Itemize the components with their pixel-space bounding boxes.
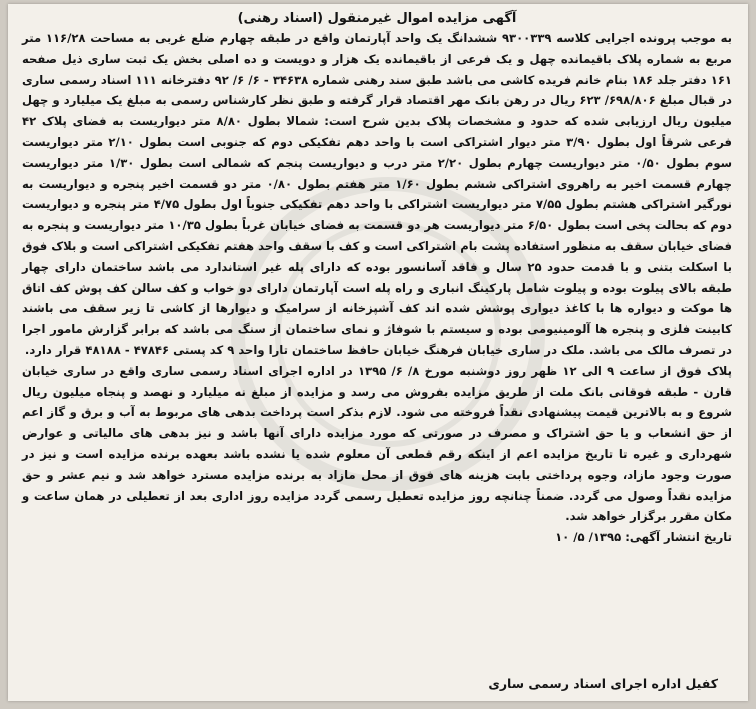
notice-paragraph-auction-terms: پلاک فوق از ساعت ۹ الی ۱۲ ظهر روز دوشنبه مورخ ۸/ ۶/ ۱۳۹۵ در اداره اجرای اسناد رسمی ساری واقع در ساری خیابان قارن - طبقه فوقانی بانک ملت از طریق مزایده بفروش می رسد و مزایده از مبلغ نه میلیارد و نهصد و پنجاه میلیون ریال شروع و به بالاترین قیمت پیشنهادی نقداً فروخته می شود. لازم بذکر است پرداخت بدهی های مربوط به آب و برق و گاز اعم از حق انشعاب و یا حق اشتراک و مصرف در صورتی که مورد مزایده دارای آنها باشد و نیز بدهی های مالیاتی و عوارض شهرداری و غیره تا تاریخ مزایده اعم از اینکه رقم قطعی آن معلوم شده یا نشده باشد بعهده برنده مزایده است و نیز در صورت وجود مازاد، وجوه پرداختی بابت هزینه های فوق از محل مازاد به برنده مزایده مسترد خواهد شد و نیم عشر و حق مزایده نقداً وصول می گردد. ضمناً چنانچه روز مزایده تعطیل رسمی گردد مزایده روز اداری بعد از تعطیلی در همان ساعت و مکان مقرر برگزار خواهد شد. bbox=[22, 363, 732, 524]
notice-title: آگهی مزایده اموال غیرمنقول (اسناد رهنی) bbox=[237, 11, 517, 26]
publication-date: تاریخ انتشار آگهی: ۱۳۹۵/ ۵/ ۱۰ bbox=[555, 530, 732, 545]
auction-notice bbox=[22, 10, 732, 548]
signature-line: کفیل اداره اجرای اسناد رسمی ساری bbox=[488, 676, 718, 691]
newspaper-page bbox=[8, 4, 748, 701]
notice-paragraph-property: به موجب پرونده اجرایی کلاسه ۹۳۰۰۳۳۹ ششدانگ یک واحد آپارتمان واقع در طبقه چهارم ضلع غربی به مساحت ۱۱۶/۲۸ متر مربع به شماره پلاک باقیمانده چهل و یک فرعی از باقیمانده یک هزار و دویست و ده اصلی بخش یک ثبت ساری ذیل صفحه ۱۶۱ دفتر جلد ۱۸۶ بنام خانم فریده کاشی می باشد طبق سند رهنی شماره ۳۴۶۳۸ - ۶/ ۶/ ۹۲ دفترخانه ۱۱۱ اسناد رسمی ساری در قبال مبلغ ۶۹۸/۸۰۶/ ۶۲۳ ریال در رهن بانک مهر اقتصاد قرار گرفته و طبق نظر کارشناس رسمی به مبلغ یک میلیارد و چهل میلیون ریال ارزیابی شده که حدود و مشخصات پلاک بدین شرح است: شمالا بطول ۸/۸۰ متر دیواریست به فضای پلاک ۴۲ فرعی شرقاً اول بطول ۳/۹۰ متر دیوار اشتراکی است با واحد دهم تفکیکی دوم که جنوبی است بطول ۲/۱۰ متر دیواریست سوم بطول ۰/۵۰ متر دیواریست چهارم بطول ۲/۲۰ متر درب و دیواریست پنجم که شمالی است بطول ۱/۳۰ متر دیواریست چهارم قسمت اخیر به راهروی اشتراکی ششم بطول ۱/۶۰ متر هفتم بطول ۰/۸۰ متر دو قسمت اخیر پنجره و دیواریست به نورگیر اشتراکی هشتم بطول ۷/۵۵ متر دیواریست اشتراکی با واحد دهم تفکیکی جنوباً اول بطول ۴/۷۵ متر پنجره و دیواریست دوم که بحالت پخی است بطول ۶/۵۰ متر دیواریست هر دو قسمت به فضای خیابان غرباً بطول ۱۰/۳۵ متر دیواریست و پنجره به فضای خیابان سقف به منظور استفاده پشت بام اشتراکی است و کف با سقف واحد هفتم تفکیکی اشتراکی است و بلاک فوق با اسکلت بتنی و با قدمت حدود ۲۵ سال و فاقد آسانسور بوده که دارای پله غیر استاندارد می باشد ساختمان دارای چهار طبقه بالای پیلوت بوده و پیلوت شامل پارکینگ انباری و راه پله است آپارتمان دارای دو خواب و کف سالن کف پوش کف اتاق ها موکت و دیواره ها با کاغذ دیواری پوشش شده اند کف آشپزخانه از سرامیک و دیوارها از کاشی تا زیر سقف می باشند کابینت فلزی و پنجره ها آلومینیومی بوده و سیستم با شوفاژ و نمای ساختمان از سنگ می باشد که برابر گزارش مامور اجرا در تصرف مالک می باشد. ملک در ساری خیابان فرهنگ خیابان حافظ ساختمان تارا واحد ۹ کد پستی ۴۷۸۴۶ - ۴۸۱۸۸ قرار دارد. bbox=[22, 31, 733, 357]
